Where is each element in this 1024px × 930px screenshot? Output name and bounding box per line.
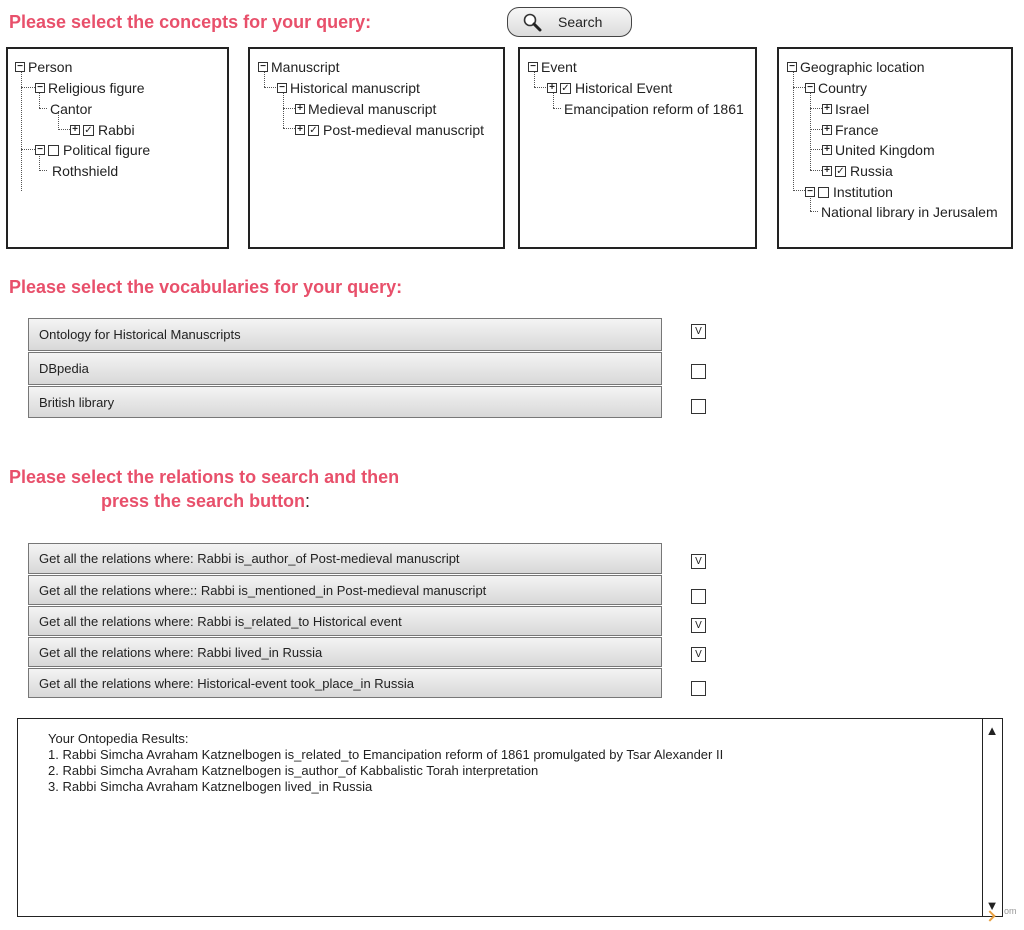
tree-label-person[interactable]: Person bbox=[28, 59, 73, 75]
tree-label-russia[interactable]: Russia bbox=[850, 163, 893, 179]
vocabulary-checkbox-ontology[interactable]: V bbox=[691, 324, 706, 339]
rabbi-checkbox[interactable]: ✓ bbox=[84, 124, 93, 136]
tree-node-russia[interactable] bbox=[822, 163, 893, 179]
russia-checkbox[interactable]: ✓ bbox=[836, 165, 845, 177]
tree-node-geographic-location[interactable] bbox=[787, 59, 925, 75]
historical-event-checkbox[interactable]: ✓ bbox=[561, 82, 570, 94]
tree-node-united-kingdom[interactable] bbox=[822, 142, 935, 158]
tree-label-national-library[interactable]: National library in Jerusalem bbox=[821, 204, 998, 220]
tree-node-post-medieval-manuscript[interactable] bbox=[295, 122, 484, 138]
tree-label-emancipation-reform[interactable]: Emancipation reform of 1861 bbox=[564, 101, 744, 117]
tree-label-geographic-location[interactable]: Geographic location bbox=[800, 59, 925, 75]
tree-label-historical-manuscript[interactable]: Historical manuscript bbox=[290, 80, 420, 96]
relations-heading-line2 bbox=[101, 491, 310, 512]
tree-node-rabbi[interactable] bbox=[70, 122, 135, 138]
expand-icon[interactable]: + bbox=[295, 104, 305, 114]
tree-node-person[interactable] bbox=[15, 59, 72, 75]
search-button-label: Search bbox=[558, 14, 603, 30]
collapse-icon[interactable]: − bbox=[805, 187, 815, 197]
geographic-tree-panel bbox=[777, 47, 1013, 249]
manuscript-tree-panel bbox=[248, 47, 505, 249]
tree-label-event[interactable]: Event bbox=[541, 59, 577, 75]
relation-checkbox-author[interactable]: V bbox=[691, 554, 706, 569]
relation-checkbox-mentioned[interactable] bbox=[691, 589, 706, 604]
relation-checkbox-lived-in[interactable]: V bbox=[691, 647, 706, 662]
tree-node-historical-event[interactable] bbox=[547, 80, 672, 96]
relation-label: Get all the relations where: Rabbi lived_in Russia bbox=[39, 644, 323, 660]
expand-icon[interactable]: + bbox=[822, 125, 832, 135]
collapse-icon[interactable]: − bbox=[35, 83, 45, 93]
expand-icon[interactable]: + bbox=[822, 145, 832, 155]
watermark-text: om bbox=[1004, 906, 1017, 916]
results-text bbox=[48, 731, 723, 795]
relation-checkbox-took-place[interactable] bbox=[691, 681, 706, 696]
tree-label-country[interactable]: Country bbox=[818, 80, 868, 96]
tree-label-rabbi[interactable]: Rabbi bbox=[98, 122, 135, 138]
vocabulary-checkbox-british-library[interactable] bbox=[691, 399, 706, 414]
expand-icon[interactable]: + bbox=[70, 125, 80, 135]
relation-label: Get all the relations where: Rabbi is_author_of Post-medieval manuscript bbox=[39, 551, 460, 566]
collapse-icon[interactable]: − bbox=[787, 62, 797, 72]
relation-row[interactable] bbox=[28, 606, 662, 636]
vocabulary-label: British library bbox=[39, 394, 115, 410]
relation-label: Get all the relations where: Rabbi is_related_to Historical event bbox=[39, 613, 402, 629]
tree-node-rothshield[interactable] bbox=[52, 163, 118, 179]
relation-row[interactable] bbox=[28, 575, 662, 605]
collapse-icon[interactable]: − bbox=[805, 83, 815, 93]
relation-row[interactable] bbox=[28, 668, 662, 698]
results-title: Your Ontopedia Results: bbox=[48, 731, 189, 746]
relations-heading-line1: Please select the relations to search and then bbox=[9, 467, 400, 487]
tree-label-manuscript[interactable]: Manuscript bbox=[271, 59, 340, 75]
tree-label-rothshield[interactable]: Rothshield bbox=[52, 163, 119, 179]
vocabulary-row[interactable] bbox=[28, 352, 662, 385]
result-item: 3. Rabbi Simcha Avraham Katznelbogen lived_in Russia bbox=[48, 779, 373, 794]
tree-label-institution[interactable]: Institution bbox=[833, 184, 893, 200]
scroll-down-arrow-icon[interactable]: ▼ bbox=[985, 897, 999, 913]
collapse-icon[interactable]: − bbox=[528, 62, 538, 72]
tree-node-emancipation-reform[interactable] bbox=[564, 101, 744, 117]
tree-label-israel[interactable]: Israel bbox=[835, 101, 870, 117]
expand-icon[interactable]: + bbox=[822, 104, 832, 114]
result-item: 1. Rabbi Simcha Avraham Katznelbogen is_related_to Emancipation reform of 1861 promulgated by Tsar Alexander II bbox=[48, 747, 724, 762]
collapse-icon[interactable]: − bbox=[258, 62, 268, 72]
results-box[interactable] bbox=[17, 718, 1003, 917]
vocabularies-heading: Please select the vocabularies for your query: bbox=[9, 277, 403, 297]
expand-icon[interactable]: + bbox=[822, 166, 832, 176]
institution-checkbox[interactable] bbox=[818, 187, 829, 198]
vocabulary-row[interactable] bbox=[28, 318, 662, 351]
political-figure-checkbox[interactable] bbox=[48, 145, 59, 156]
vocabulary-row[interactable] bbox=[28, 386, 662, 418]
vocabulary-label: Ontology for Historical Manuscripts bbox=[39, 327, 241, 342]
relation-row[interactable] bbox=[28, 637, 662, 667]
tree-node-cantor[interactable] bbox=[50, 101, 92, 117]
search-icon bbox=[522, 12, 542, 32]
person-tree-panel bbox=[6, 47, 229, 249]
collapse-icon[interactable]: − bbox=[277, 83, 287, 93]
relation-row[interactable] bbox=[28, 543, 662, 574]
tree-node-israel[interactable] bbox=[822, 101, 869, 117]
results-scrollbar[interactable] bbox=[982, 719, 1002, 916]
relations-heading-colon: : bbox=[305, 491, 311, 511]
tree-label-united-kingdom[interactable]: United Kingdom bbox=[835, 142, 935, 158]
tree-label-medieval-manuscript[interactable]: Medieval manuscript bbox=[308, 101, 437, 117]
post-medieval-checkbox[interactable]: ✓ bbox=[309, 124, 318, 136]
result-item: 2. Rabbi Simcha Avraham Katznelbogen is_author_of Kabbalistic Torah interpretation bbox=[48, 763, 539, 778]
vocabulary-label: DBpedia bbox=[39, 361, 89, 376]
tree-node-political-figure[interactable] bbox=[35, 142, 150, 158]
search-button[interactable] bbox=[507, 7, 632, 37]
tree-label-political-figure[interactable]: Political figure bbox=[63, 142, 151, 158]
tree-node-country[interactable] bbox=[805, 80, 867, 96]
tree-node-religious-figure[interactable] bbox=[35, 80, 145, 96]
tree-label-cantor[interactable]: Cantor bbox=[50, 101, 93, 117]
tree-node-france[interactable] bbox=[822, 122, 879, 138]
tree-label-france[interactable]: France bbox=[835, 122, 879, 138]
relation-label: Get all the relations where: Historical-event took_place_in Russia bbox=[39, 675, 415, 691]
event-tree-panel bbox=[518, 47, 757, 249]
tree-label-post-medieval-manuscript[interactable]: Post-medieval manuscript bbox=[323, 122, 485, 138]
scroll-up-arrow-icon[interactable]: ▲ bbox=[985, 722, 999, 738]
tree-label-religious-figure[interactable]: Religious figure bbox=[48, 80, 145, 96]
collapse-icon[interactable]: − bbox=[35, 145, 45, 155]
tree-node-historical-manuscript[interactable] bbox=[277, 80, 420, 96]
tree-node-national-library[interactable] bbox=[821, 204, 998, 220]
relations-heading-text: press the search button bbox=[101, 491, 306, 511]
tree-node-medieval-manuscript[interactable] bbox=[295, 101, 436, 117]
tree-node-manuscript[interactable] bbox=[258, 59, 339, 75]
relation-checkbox-related[interactable]: V bbox=[691, 618, 706, 633]
expand-icon[interactable]: + bbox=[295, 125, 305, 135]
collapse-icon[interactable]: − bbox=[15, 62, 25, 72]
tree-label-historical-event[interactable]: Historical Event bbox=[575, 80, 673, 96]
concepts-heading: Please select the concepts for your query: bbox=[9, 12, 372, 32]
expand-icon[interactable]: + bbox=[547, 83, 557, 93]
relation-label: Get all the relations where:: Rabbi is_mentioned_in Post-medieval manuscript bbox=[39, 582, 487, 598]
tree-node-event[interactable] bbox=[528, 59, 577, 75]
tree-node-institution[interactable] bbox=[805, 184, 893, 200]
vocabulary-checkbox-dbpedia[interactable] bbox=[691, 364, 706, 379]
